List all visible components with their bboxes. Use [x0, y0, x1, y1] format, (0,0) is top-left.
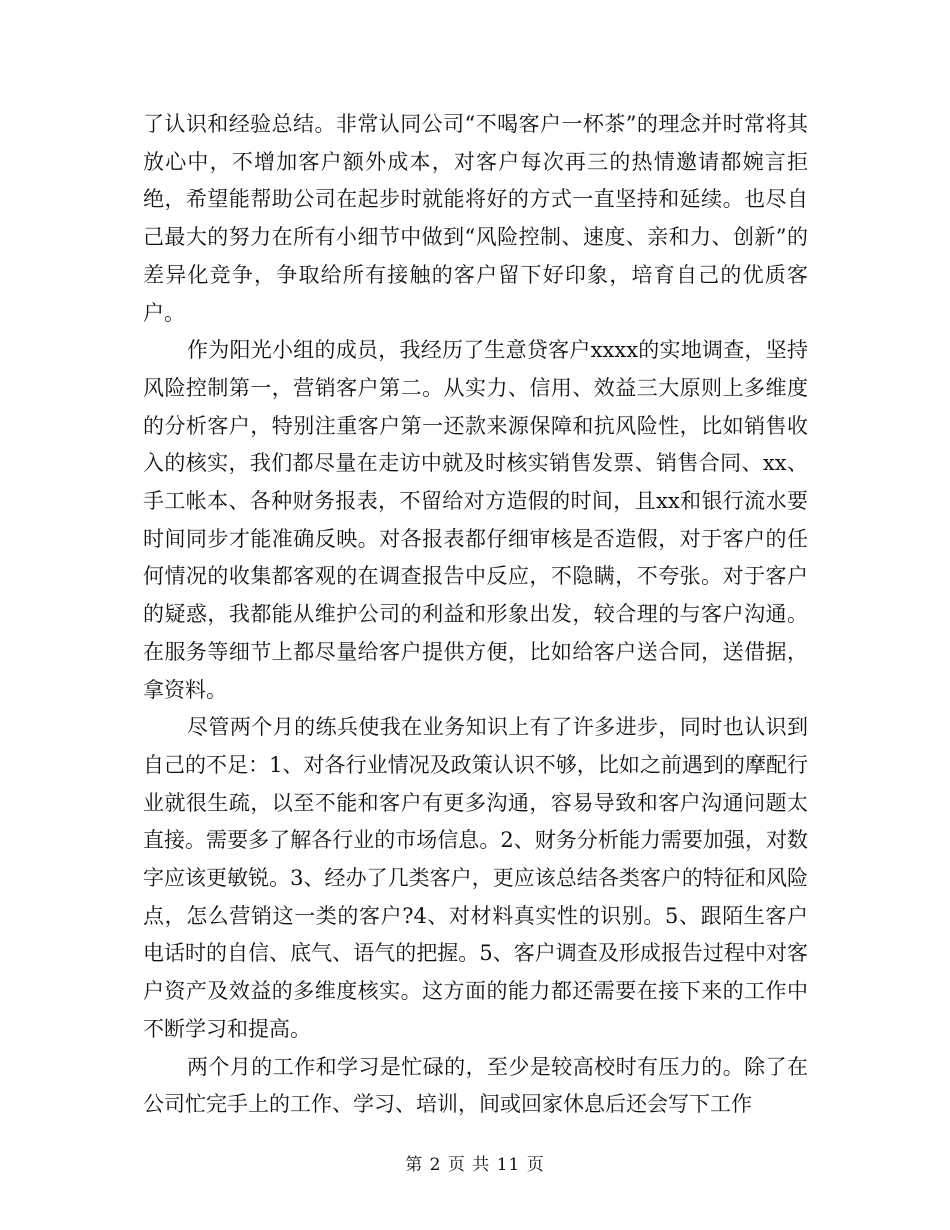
paragraph-3: 尽管两个月的练兵使我在业务知识上有了许多进步，同时也认识到自己的不足：1、对各行业情况及政策认识不够，比如之前遇到的摩配行业就很生疏，以至不能和客户有更多沟通，容易导致和客户沟通问题太直接。需要多了解各行业的市场信息。2、财务分析能力需要加强，对数字应该更敏锐。3、经办了几类客户，更应该总结各类客户的特征和风险点，怎么营销这一类的客户?4、对材料真实性的识别。5、跟陌生客户电话时的自信、底气、语气的把握。5、客户调查及形成报告过程中对客户资产及效益的多维度核实。这方面的能力都还需要在接下来的工作中不断学习和提高。 — [143, 715, 808, 1041]
paragraph-2: 作为阳光小组的成员，我经历了生意贷客户xxxx的实地调查，坚持风险控制第一，营销客户第二。从实力、信用、效益三大原则上多维度的分析客户，特别注重客户第一还款来源保障和抗风险性，比如销售收入的核实，我们都尽量在走访中就及时核实销售发票、销售合同、xx、手工帐本、各种财务报表，不留给对方造假的时间，且xx和银行流水要时间同步才能准确反映。对各报表都仔细审核是否造假，对于客户的任何情况的收集都客观的在调查报告中反应，不隐瞒，不夸张。对于客户的疑惑，我都能从维护公司的利益和形象出发，较合理的与客户沟通。在服务等细节上都尽量给客户提供方便，比如给客户送合同，送借据，拿资料。 — [143, 338, 808, 702]
body-text — [143, 106, 808, 1124]
page-footer: 第 2 页 共 11 页 — [405, 1155, 545, 1175]
paragraph-4: 两个月的工作和学习是忙碌的，至少是较高校时有压力的。除了在公司忙完手上的工作、学习、培训，间或回家休息后还会写下工作 — [143, 1054, 808, 1117]
paragraph-1: 了认识和经验总结。非常认同公司“不喝客户一杯茶”的理念并时常将其放心中，不增加客户额外成本，对客户每次再三的热情邀请都婉言拒绝，希望能帮助公司在起步时就能将好的方式一直坚持和延续。也尽自己最大的努力在所有小细节中做到“风险控制、速度、亲和力、创新”的差异化竞争，争取给所有接触的客户留下好印象，培育自己的优质客户。 — [143, 112, 808, 325]
